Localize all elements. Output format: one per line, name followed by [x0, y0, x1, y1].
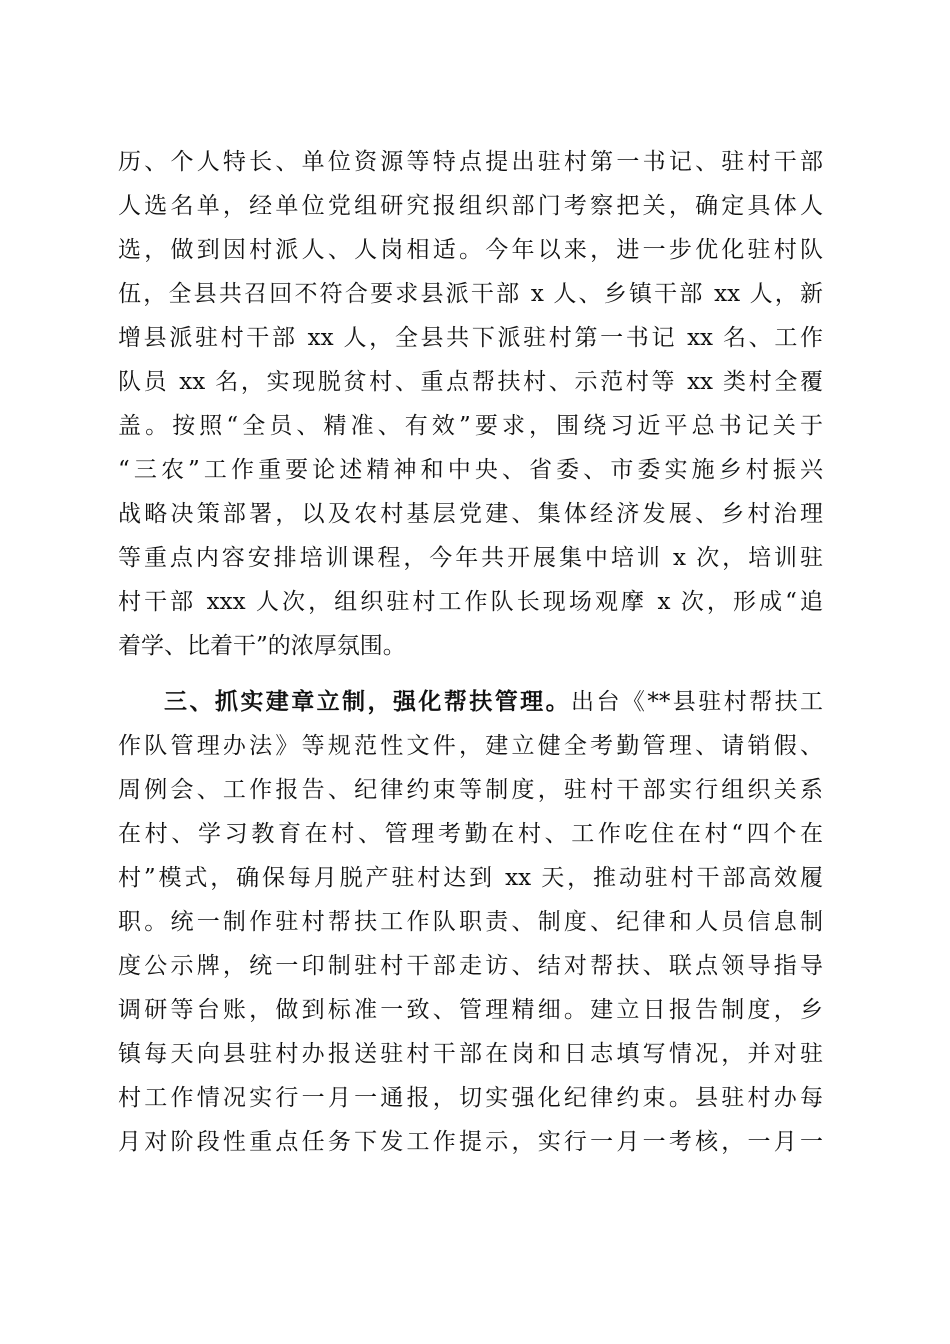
text-line: 着学、比着干”的浓厚氛围。	[118, 633, 406, 659]
text-line: 职。统一制作驻村帮扶工作队职责、制度、纪律和人员信息制	[118, 909, 823, 935]
text-line: 人选名单，经单位党组研究报组织部门考察把关，确定具体人	[118, 193, 823, 219]
text-line: 度公示牌，统一印制驻村干部走访、结对帮扶、联点领导指导	[118, 953, 823, 979]
text-line: 在村、学习教育在村、管理考勤在村、工作吃住在村“四个在	[118, 821, 823, 847]
text-line: “三农”工作重要论述精神和中央、省委、市委实施乡村振兴	[118, 457, 823, 483]
text-line: 镇每天向县驻村办报送驻村干部在岗和日志填写情况，并对驻	[118, 1041, 823, 1067]
section-heading: 三、抓实建章立制，强化帮扶管理。	[164, 689, 572, 715]
paragraph-management-system	[118, 680, 823, 1164]
text-line: 历、个人特长、单位资源等特点提出驻村第一书记、驻村干部	[118, 149, 823, 175]
text-line: 等重点内容安排培训课程，今年共开展集中培训 x 次，培训驻	[118, 545, 823, 571]
text-line: 战略决策部署，以及农村基层党建、集体经济发展、乡村治理	[118, 501, 823, 527]
heading-line-rest: 出台《**县驻村帮扶工	[571, 689, 823, 715]
paragraph-village-team-optimization	[118, 140, 823, 668]
text-line: 调研等台账，做到标准一致、管理精细。建立日报告制度，乡	[118, 997, 823, 1023]
text-line: 伍，全县共召回不符合要求县派干部 x 人、乡镇干部 xx 人，新	[118, 281, 823, 307]
text-line: 选，做到因村派人、人岗相适。今年以来，进一步优化驻村队	[118, 237, 823, 263]
section-heading-line	[118, 680, 823, 724]
text-line: 作队管理办法》等规范性文件，建立健全考勤管理、请销假、	[118, 733, 823, 759]
text-line: 增县派驻村干部 xx 人，全县共下派驻村第一书记 xx 名、工作	[118, 325, 823, 351]
text-line: 村工作情况实行一月一通报，切实强化纪律约束。县驻村办每	[118, 1085, 823, 1111]
text-line: 村干部 xxx 人次，组织驻村工作队长现场观摩 x 次，形成“追	[118, 589, 823, 615]
text-line: 盖。按照“全员、精准、有效”要求，围绕习近平总书记关于	[118, 413, 823, 439]
text-line: 月对阶段性重点任务下发工作提示，实行一月一考核，一月一	[118, 1129, 823, 1155]
text-line: 村”模式，确保每月脱产驻村达到 xx 天，推动驻村干部高效履	[118, 865, 823, 891]
text-line: 周例会、工作报告、纪律约束等制度，驻村干部实行组织关系	[118, 777, 823, 803]
text-line: 队员 xx 名，实现脱贫村、重点帮扶村、示范村等 xx 类村全覆	[118, 369, 823, 395]
